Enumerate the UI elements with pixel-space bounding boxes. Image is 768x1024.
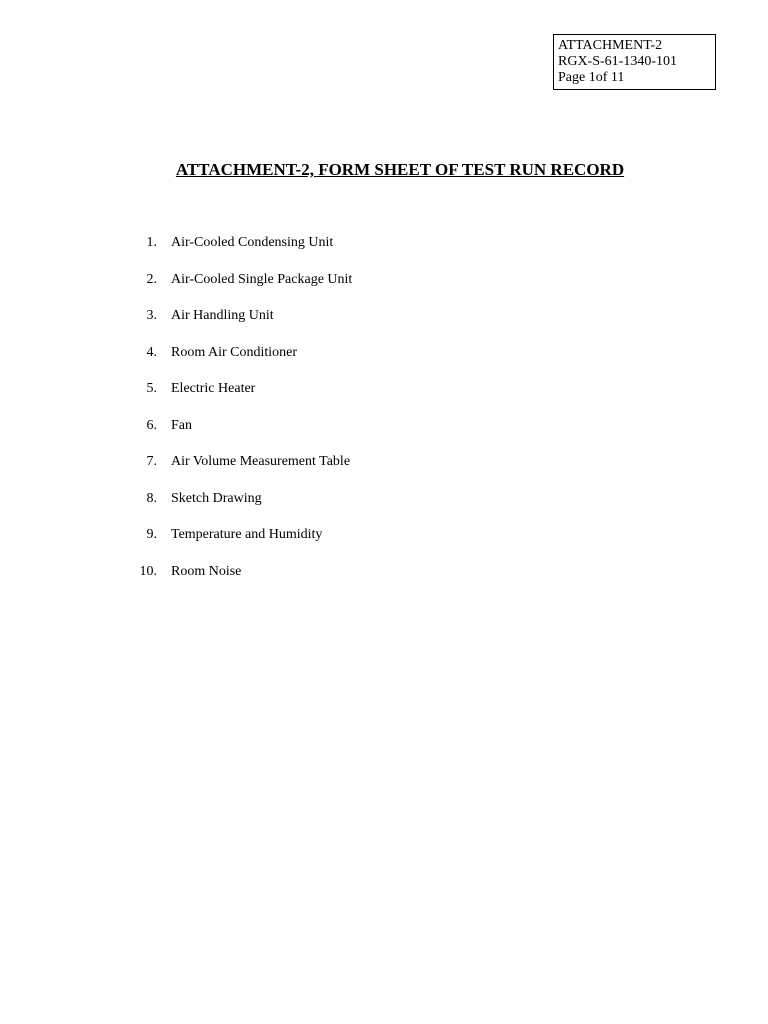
list-item-label: Sketch Drawing bbox=[171, 490, 262, 506]
list-item-number: 9. bbox=[146, 527, 157, 542]
list-item-label: Electric Heater bbox=[171, 381, 256, 396]
document-reference-box bbox=[553, 34, 716, 90]
list-item-label: Fan bbox=[171, 417, 192, 433]
list-item-number: 2. bbox=[146, 271, 157, 287]
list-item-number: 5. bbox=[146, 381, 157, 396]
list-item-label: Air Volume Measurement Table bbox=[171, 454, 351, 469]
list-item-label: Air-Cooled Single Package Unit bbox=[171, 271, 353, 287]
list-item-label: Air-Cooled Condensing Unit bbox=[171, 235, 334, 250]
list-item-number: 8. bbox=[146, 490, 157, 506]
page-title: ATTACHMENT-2, FORM SHEET OF TEST RUN RECORD bbox=[175, 160, 625, 179]
list-item-number: 10. bbox=[139, 563, 157, 579]
list-item-label: Temperature and Humidity bbox=[171, 527, 323, 542]
list-item-number: 3. bbox=[146, 308, 157, 323]
page-number: Page 1of 11 bbox=[558, 70, 625, 85]
list-item-label: Room Noise bbox=[171, 563, 242, 579]
list-item-number: 4. bbox=[146, 344, 157, 360]
list-item-label: Room Air Conditioner bbox=[171, 344, 297, 360]
list-item-number: 6. bbox=[146, 417, 157, 433]
list-item-number: 7. bbox=[146, 454, 157, 469]
list-item-number: 1. bbox=[146, 235, 157, 250]
attachment-id: ATTACHMENT-2 bbox=[558, 38, 663, 53]
document-number: RGX-S-61-1340-101 bbox=[558, 54, 677, 69]
list-item-label: Air Handling Unit bbox=[171, 308, 274, 323]
